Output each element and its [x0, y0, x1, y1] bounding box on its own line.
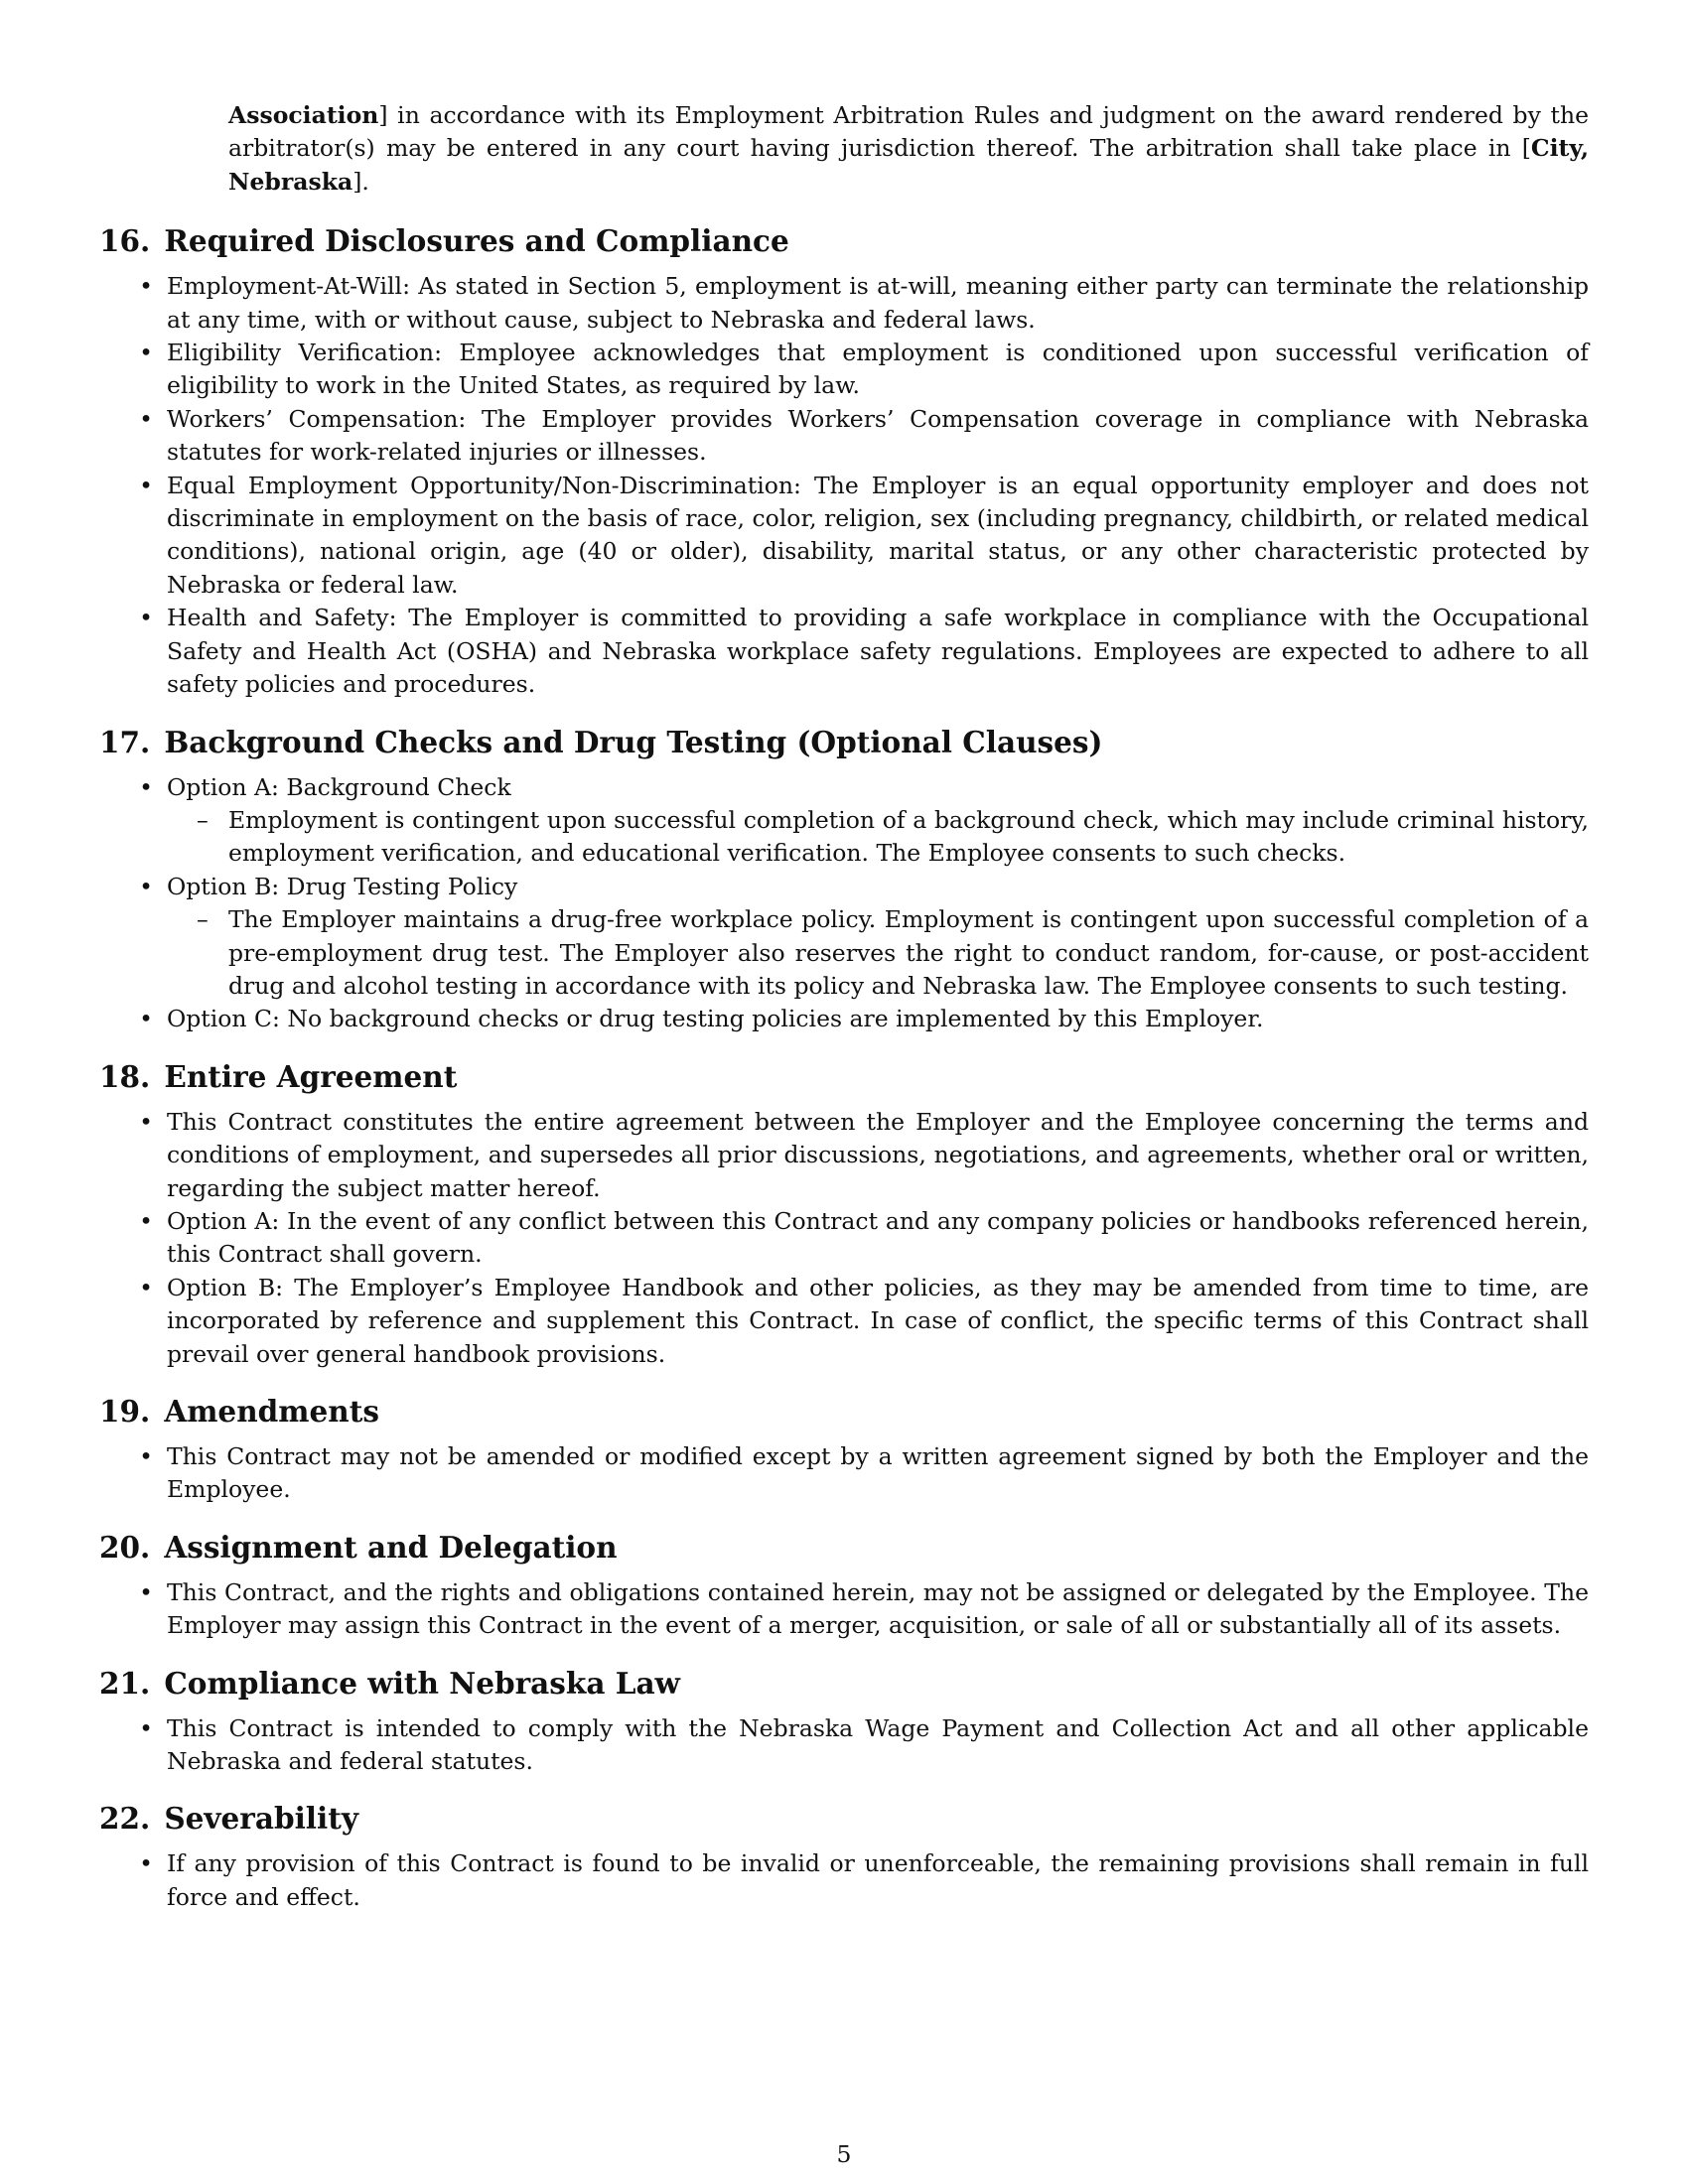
section-list	[99, 1712, 1589, 1779]
list-item-text: If any provision of this Contract is found to be invalid or unenforceable, the remaining provisions shall remain in full force and effect.	[167, 1849, 1589, 1911]
list-item-text: This Contract may not be amended or modified except by a written agreement signed by both the Employer and the Employee.	[167, 1442, 1589, 1504]
section-21	[99, 1665, 1589, 1779]
bullet-icon: •	[139, 1849, 153, 1878]
section-list	[99, 1847, 1589, 1914]
bullet-icon: •	[139, 1107, 153, 1136]
section-title: Compliance with Nebraska Law	[164, 1665, 680, 1701]
section-18	[99, 1058, 1589, 1371]
bullet-icon: •	[139, 604, 153, 632]
list-item-text: Option C: No background checks or drug testing policies are implemented by this Employer.	[167, 1005, 1264, 1033]
arbitration-text-end: ].	[352, 167, 369, 196]
section-17	[99, 724, 1589, 1036]
list-item-text: This Contract constitutes the entire agreement between the Employer and the Employee concerning the terms and conditions of employment, and supersedes all prior discussions, negotiations, and agreements, whether oral or written, regarding the subject matter hereof.	[167, 1107, 1589, 1202]
list-item	[99, 771, 1589, 871]
section-number: 19.	[99, 1394, 151, 1429]
list-item	[99, 602, 1589, 701]
section-19	[99, 1393, 1589, 1507]
bullet-icon: •	[139, 404, 153, 433]
sub-list-item-text: Employment is contingent upon successful completion of a background check, which may include criminal history, employment verification, and educational verification. The Employee consents to such checks.	[228, 805, 1589, 868]
bullet-icon: •	[139, 1442, 153, 1470]
list-item-text: Option B: Drug Testing Policy	[167, 872, 518, 900]
section-number: 20.	[99, 1529, 151, 1565]
list-item-text: Employment-At-Will: As stated in Section 5, employment is at-will, meaning either party can terminate the relationship at any time, with or without cause, subject to Nebraska and federal laws.	[167, 272, 1589, 334]
section-number: 21.	[99, 1665, 151, 1701]
bullet-icon: •	[139, 471, 153, 499]
section-number: 16.	[99, 223, 151, 259]
sub-list-item	[167, 804, 1589, 871]
list-item	[99, 270, 1589, 337]
arbitration-continuation	[228, 99, 1589, 199]
sub-list-item-text: The Employer maintains a drug-free workplace policy. Employment is contingent upon successful completion of a pre-employment drug test. The Employer also reserves the right to conduct random, for-cause, or post-accident drug and alcohol testing in accordance with its policy and Nebraska law. The Employee consents to such testing.	[228, 905, 1589, 1000]
section-list	[99, 771, 1589, 1036]
bullet-icon: •	[139, 1713, 153, 1742]
section-heading	[99, 1800, 1589, 1838]
bullet-icon: •	[139, 1206, 153, 1235]
section-title: Amendments	[164, 1394, 379, 1429]
list-item-text: Option B: The Employer’s Employee Handbook and other policies, as they may be amended from time to time, are incorporated by reference and supplement this Contract. In case of conflict, the specific terms of this Contract shall prevail over general handbook provisions.	[167, 1273, 1589, 1368]
section-list	[99, 1106, 1589, 1371]
list-item	[99, 1205, 1589, 1272]
section-heading	[99, 1665, 1589, 1703]
list-item	[99, 403, 1589, 470]
list-item	[99, 470, 1589, 603]
section-heading	[99, 222, 1589, 260]
arbitration-city-bold: City, Nebraska	[228, 134, 1589, 196]
list-item-text: Eligibility Verification: Employee acknowledges that employment is conditioned upon successful verification of eligibility to work in the United States, as required by law.	[167, 339, 1589, 400]
list-item-text: This Contract, and the rights and obligations contained herein, may not be assigned or delegated by the Employee. The Employer may assign this Contract in the event of a merger, acquisition, or sale of all or substantially all of its assets.	[167, 1577, 1589, 1640]
section-title: Severability	[164, 1801, 358, 1837]
bullet-icon: •	[139, 339, 153, 367]
sub-list	[167, 903, 1589, 1003]
bullet-icon: •	[139, 272, 153, 301]
arbitration-text: ] in accordance with its Employment Arbitration Rules and judgment on the award rendered by the arbitrator(s) may be entered in any court having jurisdiction thereof. The arbitration shall take place in [	[228, 101, 1589, 163]
list-item	[99, 871, 1589, 1004]
section-list	[99, 270, 1589, 701]
list-item	[99, 1106, 1589, 1205]
section-heading	[99, 1393, 1589, 1431]
list-item-text: Option A: Background Check	[167, 772, 511, 801]
bullet-icon: •	[139, 1273, 153, 1301]
list-item	[99, 1440, 1589, 1507]
sub-list	[167, 804, 1589, 871]
list-item-text: Health and Safety: The Employer is committed to providing a safe workplace in compliance with the Occupational Safety and Health Act (OSHA) and Nebraska workplace safety regulations. Employees are expected to adhere to all safety policies and procedures.	[167, 604, 1589, 699]
bullet-icon: •	[139, 1005, 153, 1033]
section-list	[99, 1576, 1589, 1643]
list-item	[99, 1576, 1589, 1643]
sub-list-item	[167, 903, 1589, 1003]
section-title: Assignment and Delegation	[164, 1529, 618, 1565]
section-title: Background Checks and Drug Testing (Optional Clauses)	[164, 724, 1103, 759]
section-title: Required Disclosures and Compliance	[164, 223, 789, 259]
section-heading	[99, 1058, 1589, 1096]
bullet-icon: •	[139, 772, 153, 801]
list-item	[99, 1272, 1589, 1371]
bullet-icon: •	[139, 1577, 153, 1606]
list-item	[99, 1003, 1589, 1035]
section-number: 17.	[99, 724, 151, 759]
dash-icon: –	[197, 805, 209, 834]
page-number: 5	[836, 2140, 852, 2168]
dash-icon: –	[197, 905, 209, 934]
list-item-text: This Contract is intended to comply with the Nebraska Wage Payment and Collection Act and all other applicable Nebraska and federal statutes.	[167, 1713, 1589, 1776]
section-title: Entire Agreement	[164, 1058, 458, 1094]
section-20	[99, 1529, 1589, 1643]
list-item	[99, 1712, 1589, 1779]
section-list	[99, 1440, 1589, 1507]
section-heading	[99, 1529, 1589, 1567]
section-22	[99, 1800, 1589, 1914]
section-heading	[99, 724, 1589, 761]
list-item-text: Option A: In the event of any conflict between this Contract and any company policies or handbooks referenced herein, this Contract shall govern.	[167, 1206, 1589, 1269]
list-item-text: Equal Employment Opportunity/Non-Discrimination: The Employer is an equal opportunity employer and does not discriminate in employment on the basis of race, color, religion, sex (including pregnancy, childbirth, or related medical conditions), national origin, age (40 or older), disability, marital status, or any other characteristic protected by Nebraska or federal law.	[167, 471, 1589, 599]
section-number: 18.	[99, 1058, 151, 1094]
arbitration-association-bold: Association	[228, 101, 379, 129]
document-page	[99, 99, 1589, 1936]
section-number: 22.	[99, 1801, 151, 1837]
list-item	[99, 337, 1589, 403]
list-item	[99, 1847, 1589, 1914]
section-16	[99, 222, 1589, 701]
bullet-icon: •	[139, 872, 153, 900]
list-item-text: Workers’ Compensation: The Employer provides Workers’ Compensation coverage in compliance with Nebraska statutes for work-related injuries or illnesses.	[167, 404, 1589, 467]
